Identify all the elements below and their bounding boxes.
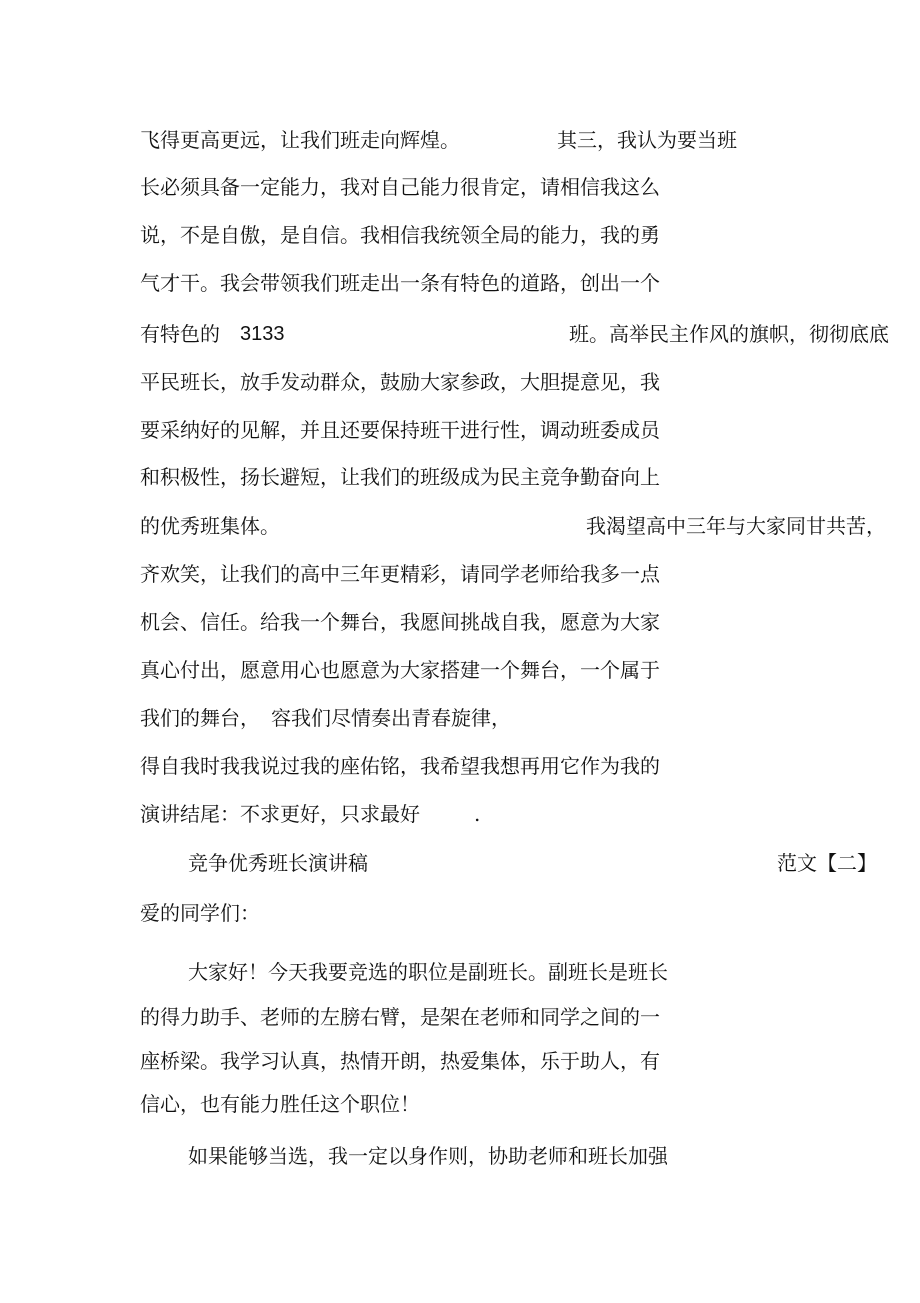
text-line: 的得力助手、老师的左膀右臂，是架在老师和同学之间的一: [140, 1005, 660, 1029]
text-line: 真心付出，愿意用心也愿意为大家搭建一个舞台，一个属于: [140, 658, 660, 682]
text-line: 大家好！今天我要竞选的职位是副班长。副班长是班长: [188, 960, 668, 984]
section-title: 竞争优秀班长演讲稿: [188, 851, 368, 875]
text-line: 齐欢笑，让我们的高中三年更精彩，请同学老师给我多一点: [140, 562, 660, 586]
text-line: 气才干。我会带领我们班走出一条有特色的道路，创出一个: [140, 271, 660, 295]
text-line: 有特色的: [140, 322, 220, 346]
text-line: 得自我时我我说过我的座佑铭，我希望我想再用它作为我的: [140, 754, 660, 778]
section-label: 范文【二】: [777, 851, 877, 875]
class-number: 3133: [240, 323, 285, 345]
text-line: 要采纳好的见解，并且还要保持班干进行性，调动班委成员: [140, 418, 660, 442]
text-line: .: [474, 802, 481, 826]
text-line: 长必须具备一定能力，我对自己能力很肯定，请相信我这么: [140, 175, 660, 199]
text-line: 座桥梁。我学习认真，热情开朗，热爱集体，乐于助人，有: [140, 1049, 660, 1073]
salutation: 爱的同学们：: [140, 901, 260, 925]
text-line: 平民班长，放手发动群众，鼓励大家参政，大胆提意见，我: [140, 370, 660, 394]
text-line: 和积极性，扬长避短，让我们的班级成为民主竞争勤奋向上: [140, 465, 660, 489]
text-line: 其三，我认为要当班: [557, 128, 737, 152]
text-line: 如果能够当选，我一定以身作则，协助老师和班长加强: [188, 1144, 668, 1168]
text-line: 演讲结尾：不求更好，只求最好: [140, 802, 420, 826]
text-line: 说，不是自傲，是自信。我相信我统领全局的能力，我的勇: [140, 223, 660, 247]
text-line: 飞得更高更远，让我们班走向辉煌。: [140, 128, 460, 152]
text-line: 信心，也有能力胜任这个职位！: [140, 1092, 420, 1116]
text-line: 我渴望高中三年与大家同甘共苦，: [586, 514, 886, 538]
text-line: 机会、信任。给我一个舞台，我愿间挑战自我，愿意为大家: [140, 610, 660, 634]
text-line: 的优秀班集体。: [140, 514, 280, 538]
text-line: 班。高举民主作风的旗帜，彻彻底底: [569, 322, 889, 346]
text-line: 容我们尽情奏出青春旋律，: [271, 706, 511, 730]
text-line: 我们的舞台，: [140, 706, 260, 730]
